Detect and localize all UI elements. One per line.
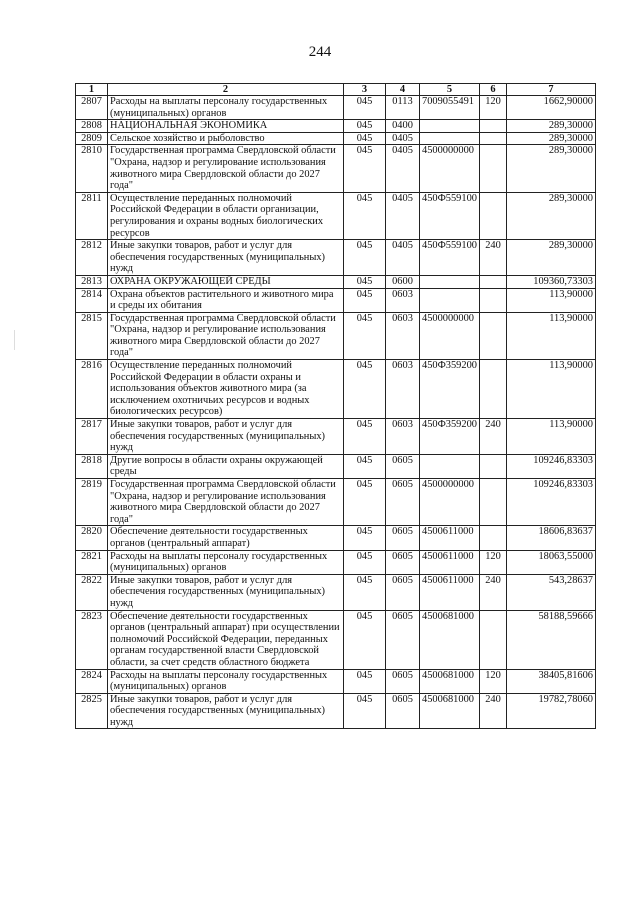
row-code-5: 450Ф359200: [420, 360, 480, 419]
row-code-5: 4500681000: [420, 669, 480, 693]
row-code-6: [480, 120, 507, 133]
row-code-3: 045: [344, 610, 386, 669]
scan-artifact: [14, 330, 15, 350]
budget-table: [75, 83, 596, 729]
row-code-6: [480, 526, 507, 550]
header-col-7: 7: [507, 84, 596, 96]
row-code-3: 045: [344, 550, 386, 574]
table-row: [76, 288, 596, 312]
row-code-6: 240: [480, 574, 507, 610]
row-code-6: [480, 132, 507, 145]
row-code-3: 045: [344, 526, 386, 550]
row-code-5: 450Ф559100: [420, 192, 480, 239]
row-name: Расходы на выплаты персоналу государственных (муниципальных) органов: [108, 550, 344, 574]
row-code-3: 045: [344, 360, 386, 419]
row-code-4: 0113: [386, 96, 420, 120]
row-amount: 113,90000: [507, 360, 596, 419]
table-body: [76, 96, 596, 729]
row-amount: 109246,83303: [507, 454, 596, 478]
row-code-3: 045: [344, 275, 386, 288]
row-name: ОХРАНА ОКРУЖАЮЩЕЙ СРЕДЫ: [108, 275, 344, 288]
row-number: 2814: [76, 288, 108, 312]
row-number: 2822: [76, 574, 108, 610]
row-code-6: [480, 610, 507, 669]
row-code-4: 0603: [386, 360, 420, 419]
header-col-4: 4: [386, 84, 420, 96]
header-col-5: 5: [420, 84, 480, 96]
row-number: 2813: [76, 275, 108, 288]
table-row: [76, 550, 596, 574]
row-code-4: 0605: [386, 550, 420, 574]
row-number: 2809: [76, 132, 108, 145]
row-code-6: [480, 275, 507, 288]
row-name: Расходы на выплаты персоналу государственных (муниципальных) органов: [108, 669, 344, 693]
row-amount: 113,90000: [507, 419, 596, 455]
table-row: [76, 312, 596, 359]
table-row: [76, 192, 596, 239]
row-code-3: 045: [344, 132, 386, 145]
row-code-3: 045: [344, 312, 386, 359]
row-number: 2810: [76, 145, 108, 192]
row-name: Охрана объектов растительного и животного мира и среды их обитания: [108, 288, 344, 312]
table-row: [76, 574, 596, 610]
row-name: Государственная программа Свердловской области "Охрана, надзор и регулирование использования животного мира Свердловской области до 2027 года": [108, 479, 344, 526]
row-number: 2811: [76, 192, 108, 239]
row-code-4: 0605: [386, 454, 420, 478]
row-code-4: 0605: [386, 693, 420, 729]
row-name: Расходы на выплаты персоналу государственных (муниципальных) органов: [108, 96, 344, 120]
row-code-4: 0405: [386, 192, 420, 239]
row-code-4: 0605: [386, 669, 420, 693]
row-code-5: 4500611000: [420, 574, 480, 610]
row-name: Сельское хозяйство и рыболовство: [108, 132, 344, 145]
row-code-3: 045: [344, 288, 386, 312]
row-amount: 543,28637: [507, 574, 596, 610]
header-col-1: 1: [76, 84, 108, 96]
row-amount: 289,30000: [507, 240, 596, 276]
row-code-4: 0605: [386, 479, 420, 526]
row-code-6: 240: [480, 693, 507, 729]
row-code-6: 240: [480, 419, 507, 455]
row-code-6: 120: [480, 669, 507, 693]
row-amount: 18606,83637: [507, 526, 596, 550]
row-number: 2821: [76, 550, 108, 574]
table-row: [76, 96, 596, 120]
table-row: [76, 693, 596, 729]
table-row: [76, 419, 596, 455]
row-code-6: [480, 360, 507, 419]
row-code-6: [480, 312, 507, 359]
row-name: Другие вопросы в области охраны окружающей среды: [108, 454, 344, 478]
row-code-4: 0400: [386, 120, 420, 133]
row-code-6: [480, 145, 507, 192]
row-amount: 289,30000: [507, 192, 596, 239]
row-code-6: [480, 454, 507, 478]
header-col-2: 2: [108, 84, 344, 96]
row-amount: 289,30000: [507, 145, 596, 192]
row-code-3: 045: [344, 693, 386, 729]
row-code-5: 4500611000: [420, 550, 480, 574]
row-name: Обеспечение деятельности государственных органов (центральный аппарат): [108, 526, 344, 550]
row-amount: 113,90000: [507, 312, 596, 359]
table-row: [76, 120, 596, 133]
row-amount: 289,30000: [507, 132, 596, 145]
row-code-5: 4500000000: [420, 479, 480, 526]
row-number: 2824: [76, 669, 108, 693]
row-number: 2812: [76, 240, 108, 276]
row-name: НАЦИОНАЛЬНАЯ ЭКОНОМИКА: [108, 120, 344, 133]
row-code-5: 4500000000: [420, 312, 480, 359]
row-code-4: 0603: [386, 312, 420, 359]
row-code-6: [480, 479, 507, 526]
row-number: 2818: [76, 454, 108, 478]
header-col-6: 6: [480, 84, 507, 96]
row-name: Государственная программа Свердловской области "Охрана, надзор и регулирование использования животного мира Свердловской области до 2027 года": [108, 312, 344, 359]
row-code-5: 7009055491: [420, 96, 480, 120]
row-code-5: [420, 288, 480, 312]
table-row: [76, 610, 596, 669]
page-number: 244: [308, 44, 332, 60]
row-code-5: [420, 275, 480, 288]
row-code-3: 045: [344, 240, 386, 276]
table-row: [76, 454, 596, 478]
row-code-4: 0603: [386, 419, 420, 455]
row-code-5: 450Ф559100: [420, 240, 480, 276]
row-code-6: [480, 192, 507, 239]
row-number: 2816: [76, 360, 108, 419]
row-code-3: 045: [344, 192, 386, 239]
row-code-3: 045: [344, 419, 386, 455]
row-code-3: 045: [344, 145, 386, 192]
row-number: 2825: [76, 693, 108, 729]
row-name: Осуществление переданных полномочий Российской Федерации в области охраны и использования объектов животного мира (за исключением охотничьих ресурсов и водных биологических ресурсов): [108, 360, 344, 419]
row-code-3: 045: [344, 454, 386, 478]
header-col-3: 3: [344, 84, 386, 96]
row-code-4: 0405: [386, 240, 420, 276]
row-number: 2808: [76, 120, 108, 133]
row-number: 2820: [76, 526, 108, 550]
table-row: [76, 360, 596, 419]
row-amount: 58188,59666: [507, 610, 596, 669]
table-row: [76, 132, 596, 145]
table-row: [76, 275, 596, 288]
row-code-4: 0603: [386, 288, 420, 312]
row-code-3: 045: [344, 574, 386, 610]
row-code-5: 4500681000: [420, 610, 480, 669]
row-name: Иные закупки товаров, работ и услуг для обеспечения государственных (муниципальных) нужд: [108, 419, 344, 455]
row-amount: 18063,55000: [507, 550, 596, 574]
row-code-4: 0405: [386, 145, 420, 192]
row-name: Иные закупки товаров, работ и услуг для обеспечения государственных (муниципальных) нужд: [108, 574, 344, 610]
row-code-4: 0605: [386, 526, 420, 550]
row-code-5: 4500611000: [420, 526, 480, 550]
row-code-6: 120: [480, 550, 507, 574]
table-row: [76, 145, 596, 192]
table-row: [76, 479, 596, 526]
row-code-3: 045: [344, 120, 386, 133]
row-code-4: 0405: [386, 132, 420, 145]
table-row: [76, 669, 596, 693]
row-name: Иные закупки товаров, работ и услуг для обеспечения государственных (муниципальных) нужд: [108, 693, 344, 729]
row-amount: 19782,78060: [507, 693, 596, 729]
row-code-3: 045: [344, 669, 386, 693]
row-amount: 109360,73303: [507, 275, 596, 288]
row-code-5: 4500681000: [420, 693, 480, 729]
header-row: [76, 84, 596, 96]
row-amount: 289,30000: [507, 120, 596, 133]
row-number: 2807: [76, 96, 108, 120]
row-name: Государственная программа Свердловской области "Охрана, надзор и регулирование использования животного мира Свердловской области до 2027 года": [108, 145, 344, 192]
row-code-4: 0605: [386, 574, 420, 610]
row-code-4: 0600: [386, 275, 420, 288]
row-amount: 109246,83303: [507, 479, 596, 526]
row-code-6: [480, 288, 507, 312]
row-code-5: [420, 132, 480, 145]
row-code-5: [420, 120, 480, 133]
table-row: [76, 526, 596, 550]
row-amount: 1662,90000: [507, 96, 596, 120]
row-number: 2817: [76, 419, 108, 455]
row-name: Обеспечение деятельности государственных органов (центральный аппарат) при осуществлении полномочий Российской Федерации, переданных органам государственной власти Свердловской области, за счет средств областного бюджета: [108, 610, 344, 669]
row-number: 2815: [76, 312, 108, 359]
row-code-6: 240: [480, 240, 507, 276]
row-name: Осуществление переданных полномочий Российской Федерации в области организации, регулирования и охраны водных биологических ресурсов: [108, 192, 344, 239]
row-code-5: 450Ф359200: [420, 419, 480, 455]
row-code-5: [420, 454, 480, 478]
row-amount: 113,90000: [507, 288, 596, 312]
row-amount: 38405,81606: [507, 669, 596, 693]
row-code-4: 0605: [386, 610, 420, 669]
table-row: [76, 240, 596, 276]
row-code-3: 045: [344, 96, 386, 120]
row-code-3: 045: [344, 479, 386, 526]
row-number: 2823: [76, 610, 108, 669]
row-code-5: 4500000000: [420, 145, 480, 192]
row-number: 2819: [76, 479, 108, 526]
row-code-6: 120: [480, 96, 507, 120]
row-name: Иные закупки товаров, работ и услуг для обеспечения государственных (муниципальных) нужд: [108, 240, 344, 276]
